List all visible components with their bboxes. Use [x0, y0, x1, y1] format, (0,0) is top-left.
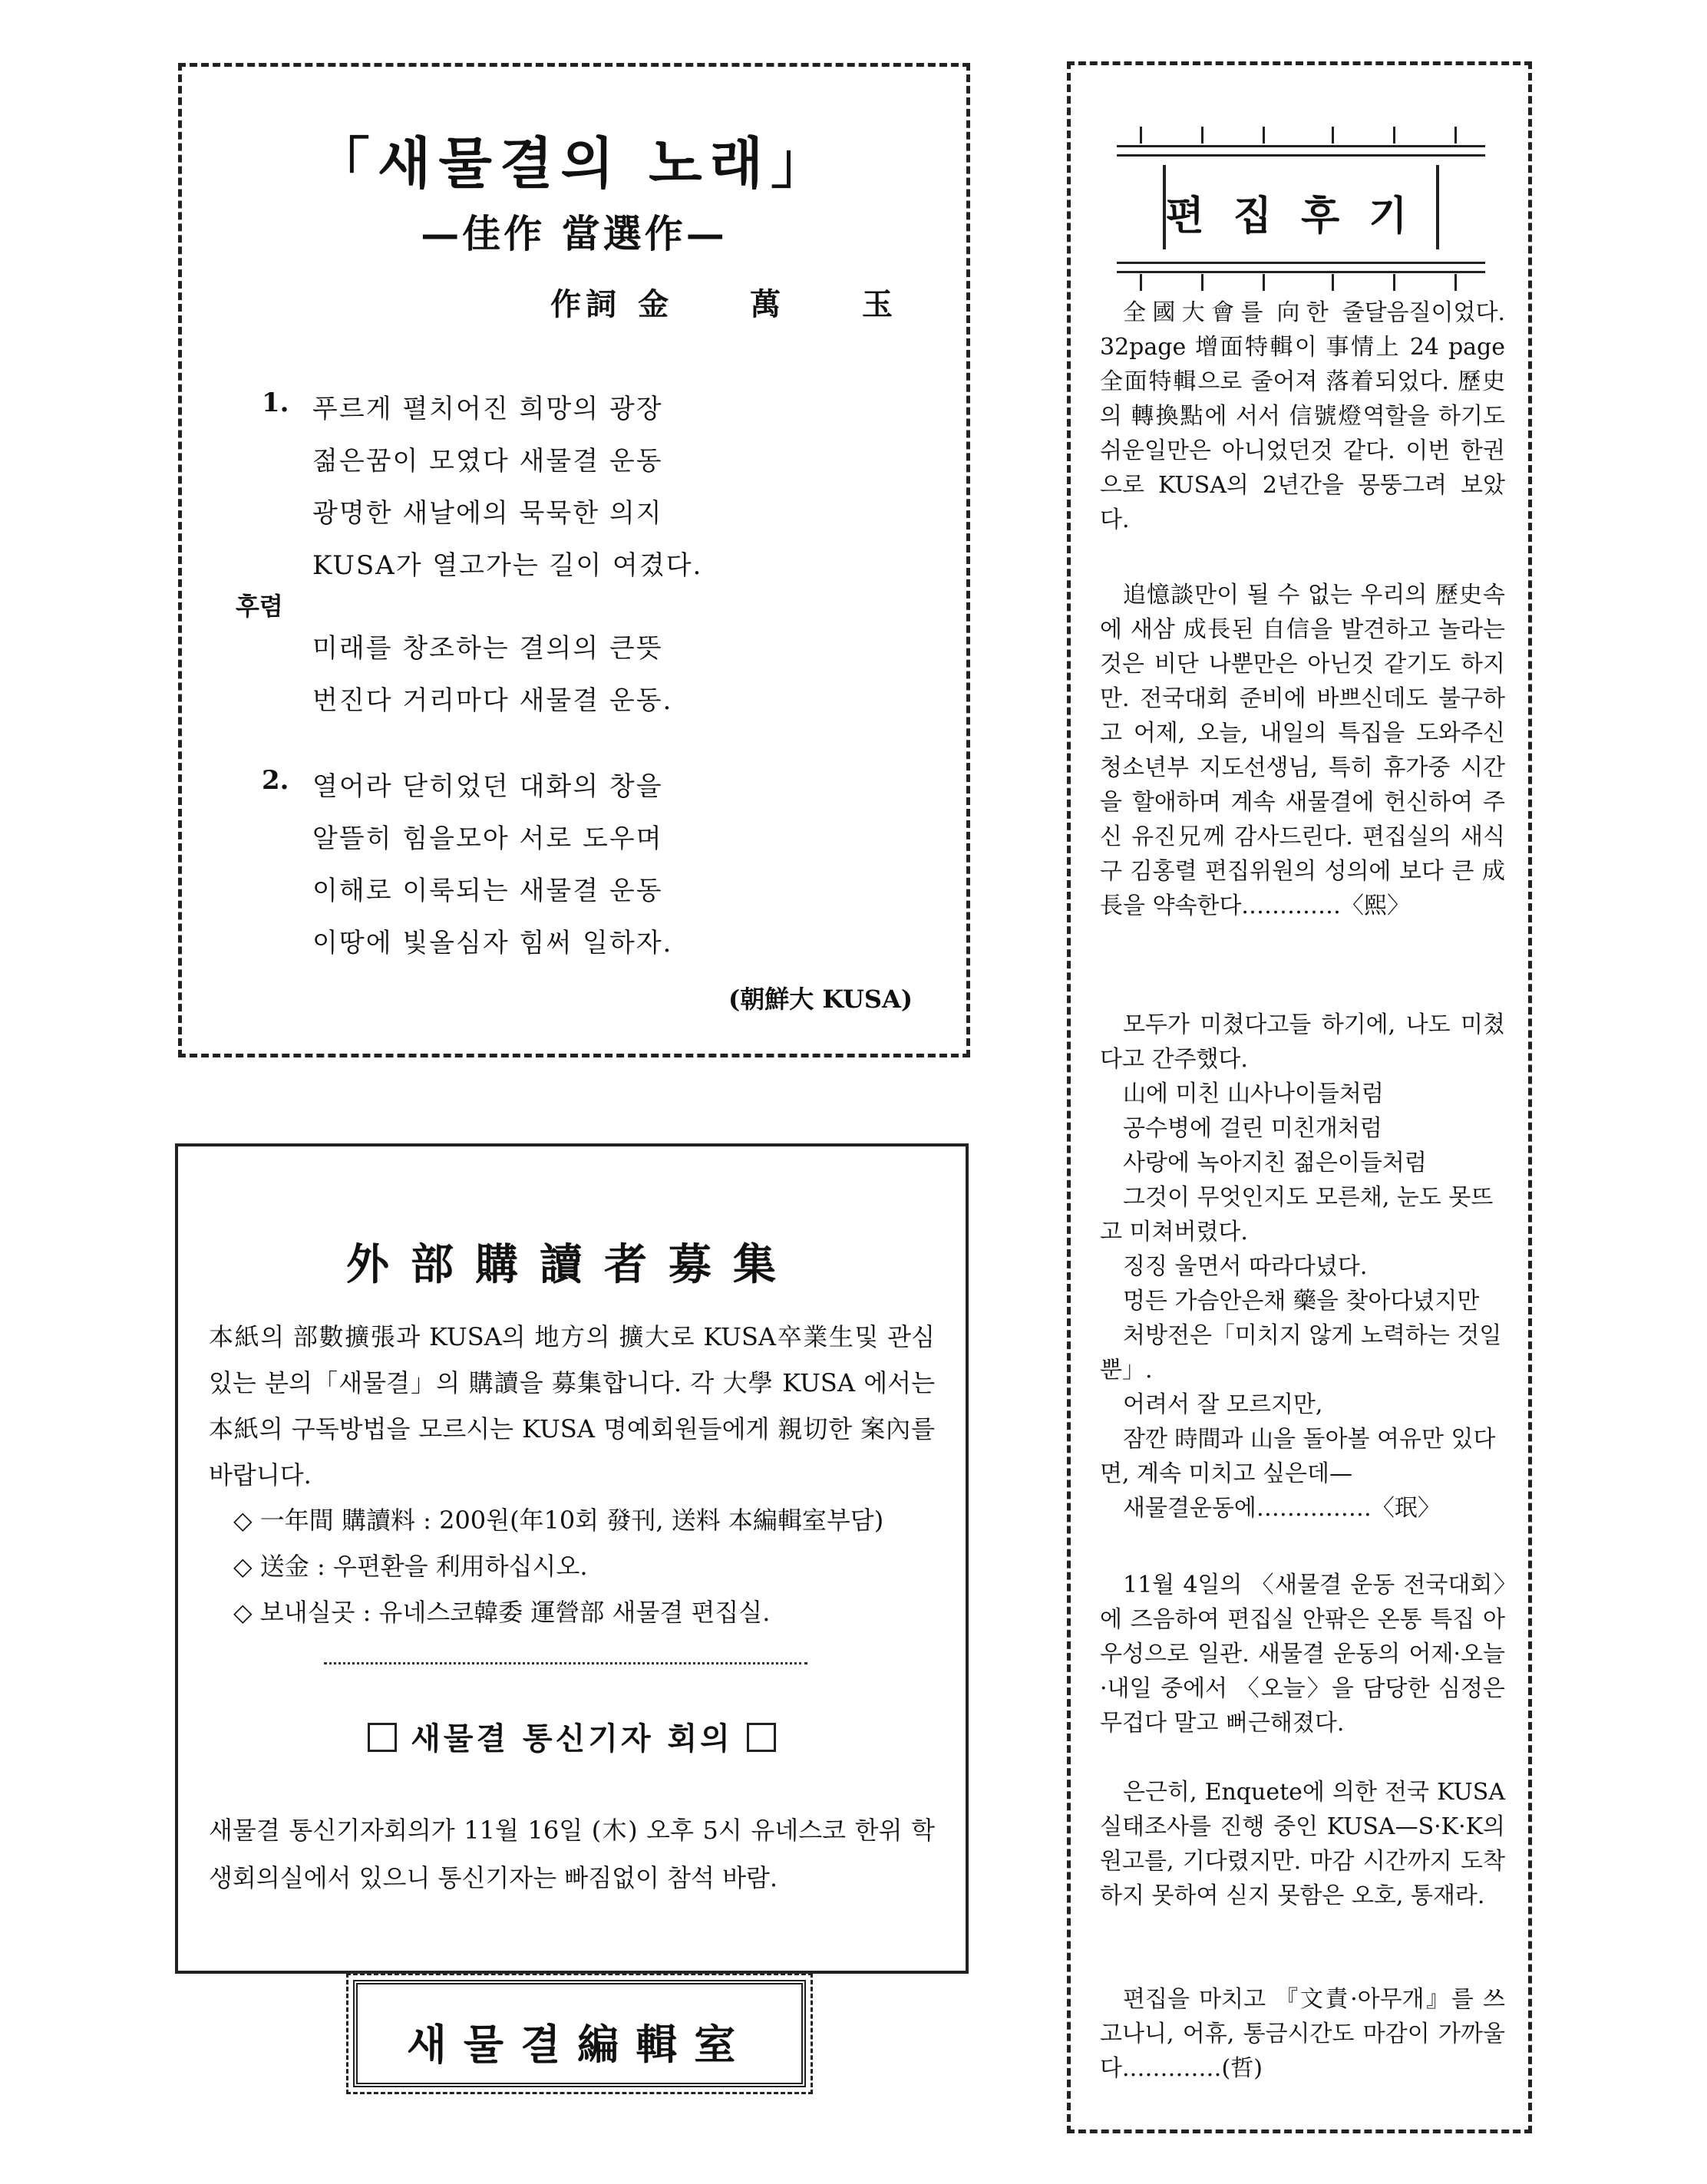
author-name: 金 萬 玉 [638, 286, 928, 322]
header-tick [1201, 274, 1203, 291]
poem-line: 공수병에 걸린 미친개처럼 [1123, 1115, 1382, 1142]
meeting-body: 새물결 통신기자회의가 11월 16일 (木) 오후 5시 유네스코 한위 학생회의실에서 있으니 통신기자는 빠짐없이 참석 바람. [209, 1816, 935, 1892]
header-tick [1332, 127, 1334, 144]
header-tick [1140, 274, 1142, 291]
verse-1-line: 젊은꿈이 모였다 새물결 운동 [312, 446, 663, 477]
checkbox-icon [747, 1723, 776, 1752]
subscription-box [175, 1143, 969, 1974]
subscription-bullet: ◇ 送金 : 우편환을 利用하십시오. [233, 1552, 588, 1581]
editor-note-header [1117, 134, 1485, 288]
poem-line: 새물결운동에……………〈珉〉 [1123, 1495, 1441, 1522]
header-rule [1117, 154, 1485, 157]
header-tick [1263, 127, 1265, 144]
editor-note-box [1067, 61, 1532, 2133]
header-tick [1393, 274, 1395, 291]
verse-2-number: 2. [262, 765, 289, 796]
header-tick [1393, 127, 1395, 144]
poem-line: 어려서 잘 모르지만, [1123, 1391, 1323, 1418]
meeting-heading-text: 새물결 통신기자 회의 [411, 1720, 733, 1757]
song-credit: (朝鮮大 KUSA) [728, 985, 913, 1014]
editor-note-paragraph: 追憶談만이 될 수 없는 우리의 歷史속에 새삼 成長된 自信을 발견하고 놀라는 것은 비단 나뿐만은 아닌것 같기도 하지만. 전국대회 준비에 바쁘신데도 불구하고 어제, 오늘, 내일의 특집을 도와주신 청소년부 지도선생님, 특히 휴가중 시간을 할애하며 계속 새물결에 헌신하여 주신 유진兄께 감사드린다. 편집실의 새식구 김홍렬 편집위원의 성의에 보다 큰 成長을 약속한다.…………〈熙〉 [1100, 582, 1505, 919]
verse-1-line: 푸르게 펼치어진 희망의 광장 [312, 394, 663, 424]
poem-line: 멍든 가슴안은채 藥을 찾아다녔지만 [1123, 1288, 1480, 1315]
editorial-office-label: 새물결編輯室 [406, 2020, 753, 2069]
song-subtitle: —佳作 當選作— [421, 211, 728, 256]
editor-note-paragraph: 편집을 마치고 『文責·아무개』를 쓰고나니, 어휴, 통금시간도 마감이 가까울다.…………(哲) [1100, 1986, 1505, 2082]
editor-note-paragraph: 全國大會를 向한 줄달음질이었다. 32page 增面特輯이 事情上 24 page 全面特輯으로 줄어져 落着되었다. 歷史의 轉換點에 서서 信號燈역할을 하기도 쉬운일만은 아니었던것 같다. 이번 한권으로 KUSA의 2년간을 몽뚱그려 보았다. [1100, 299, 1505, 533]
editor-note-paragraph: 은근히, Enquete에 의한 전국 KUSA실태조사를 진행 중인 KUSA—S·K·K의 원고를, 기다렸지만. 마감 시간까지 도착하지 못하여 싣지 못함은 오호, 통재라. [1100, 1779, 1505, 1909]
subscription-title: 外部購讀者募集 [346, 1239, 797, 1290]
verse-2-line: 알뜰히 힘을모아 서로 도우며 [312, 823, 663, 854]
subscription-bullet: ◇ 一年間 購讀料 : 200원(年10회 發刊, 送料 本編輯室부담) [233, 1506, 884, 1535]
song-author [550, 280, 928, 324]
poem-line: 잠깐 時間과 山을 돌아볼 여유만 있다면, 계속 미치고 싶은데— [1100, 1426, 1496, 1487]
poem-line: 처방전은「미치지 않게 노력하는 것일뿐」. [1100, 1322, 1502, 1384]
editor-note-paragraph: 모두가 미쳤다고들 하기에, 나도 미쳤다고 간주했다. [1100, 1011, 1505, 1073]
song-box [178, 63, 970, 1057]
editor-note-heading: 편집후기 [1165, 193, 1437, 239]
subscription-bullet: ◇ 보내실곳 : 유네스코韓委 運營部 새물결 편집실. [233, 1598, 771, 1627]
header-rule [1117, 145, 1485, 147]
meeting-heading [178, 1714, 966, 1758]
divider [324, 1662, 807, 1664]
header-rule [1117, 262, 1485, 264]
verse-1-number: 1. [262, 388, 289, 418]
header-tick [1454, 127, 1457, 144]
verse-2-line: 열어라 닫히었던 대화의 창을 [312, 771, 663, 802]
editor-note-poem [1100, 1077, 1505, 1526]
verse-2-line: 이땅에 빛올심자 힘써 일하자. [312, 928, 673, 958]
header-tick [1454, 274, 1457, 291]
poem-line: 山에 미친 山사나이들처럼 [1123, 1080, 1384, 1107]
verse-1-line: KUSA가 열고가는 길이 여겼다. [312, 550, 703, 581]
header-tick [1332, 274, 1334, 291]
song-title: 「새물결의 노래」 [314, 130, 834, 196]
chorus-line: 번진다 거리마다 새물결 운동. [312, 685, 673, 716]
header-tick [1201, 127, 1203, 144]
poem-line: 사랑에 녹아지친 젊은이들처럼 [1123, 1150, 1427, 1176]
verse-2-line: 이해로 이룩되는 새물결 운동 [312, 876, 663, 906]
chorus-line: 미래를 창조하는 결의의 큰뜻 [312, 633, 663, 664]
subscription-body: 本紙의 部數擴張과 KUSA의 地方의 擴大로 KUSA卒業生및 관심 있는 분의「새물결」의 購讀을 募集합니다. 각 大學 KUSA 에서는 本紙의 구독방법을 모르시는 KUSA 명예회원들에게 親切한 案內를 바랍니다. [209, 1322, 935, 1490]
header-tick [1263, 274, 1265, 291]
verse-1-line: 광명한 새날에의 묵묵한 의지 [312, 498, 663, 529]
poem-line: 징징 울면서 따라다녔다. [1123, 1253, 1368, 1280]
header-rule [1117, 271, 1485, 273]
editor-note-paragraph: 11월 4일의 〈새물결 운동 전국대회〉에 즈음하여 편집실 안팎은 온통 특집 아우성으로 일관. 새물결 운동의 어제·오늘·내일 중에서 〈오늘〉을 담당한 심정은 무겁다 말고 뻐근해졌다. [1100, 1572, 1505, 1737]
chorus-label: 후렴 [236, 592, 283, 621]
editorial-office-stamp [353, 1980, 806, 2087]
checkbox-icon [368, 1723, 397, 1752]
header-tick [1140, 127, 1142, 144]
poem-line: 그것이 무엇인지도 모른채, 눈도 못뜨고 미쳐버렸다. [1100, 1184, 1494, 1245]
author-label: 作詞 [550, 286, 622, 322]
